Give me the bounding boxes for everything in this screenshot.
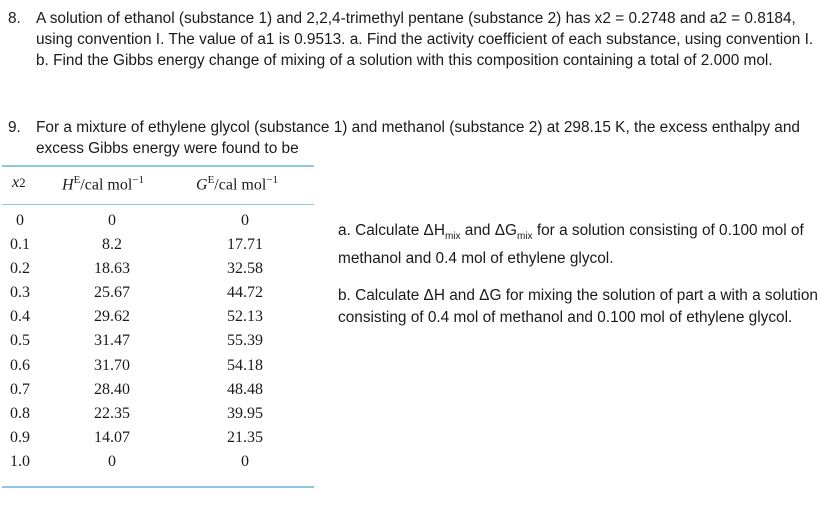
problem-8-number: 8. — [8, 10, 21, 27]
header-g-symbol: G — [196, 176, 208, 194]
header-h-symbol: H — [62, 176, 74, 194]
table-row — [0, 381, 318, 405]
table-row — [0, 405, 318, 429]
problem-9-text: For a mixture of ethylene glycol (substance 1) and methanol (substance 2) at 298.15 K, the excess enthalpy and excess Gibbs energy were found to be — [36, 119, 800, 157]
header-excess-gibbs — [196, 174, 278, 194]
problem-9 — [8, 117, 830, 159]
cell-x2: 0.5 — [10, 332, 30, 350]
header-g-superscript: E — [207, 174, 215, 186]
table-header-rule — [2, 204, 314, 205]
part-a-post: for a solution consisting of 0.100 mol of methanol and 0.4 mol of ethylene glycol. — [338, 222, 804, 267]
cell-excess-gibbs: 48.48 — [227, 380, 263, 398]
cell-x2: 1.0 — [10, 452, 30, 470]
part-a-sub-g: mix — [517, 231, 533, 243]
table-body — [0, 212, 318, 477]
cell-excess-gibbs: 54.18 — [227, 356, 263, 374]
part-a — [338, 220, 832, 269]
cell-excess-enthalpy: 25.67 — [94, 284, 130, 302]
cell-excess-enthalpy: 0 — [108, 452, 116, 470]
part-a-sub-h: mix — [444, 231, 461, 243]
table-row — [0, 236, 318, 260]
header-h-exponent: −1 — [132, 174, 144, 186]
table-row — [0, 453, 318, 477]
table-row — [0, 212, 318, 236]
cell-x2: 0.2 — [10, 260, 30, 278]
cell-excess-gibbs: 0 — [241, 452, 249, 470]
part-b-text: b. Calculate ΔH and ΔG for mixing the solution of part a with a solution consisting of 0.4 mol of methanol and 0.100 mol of ethylene glycol. — [338, 287, 818, 326]
cell-excess-gibbs: 44.72 — [227, 284, 263, 302]
header-x2-subscript: 2 — [19, 175, 26, 190]
table-top-rule — [2, 165, 314, 167]
table-row — [0, 429, 318, 453]
cell-excess-enthalpy: 31.70 — [94, 356, 130, 374]
cell-excess-enthalpy: 28.40 — [94, 380, 130, 398]
cell-excess-gibbs: 17.71 — [227, 236, 263, 254]
cell-x2: 0.3 — [10, 284, 30, 302]
cell-x2: 0.6 — [10, 356, 30, 374]
header-h-superscript: E — [73, 174, 81, 186]
cell-x2: 0 — [16, 212, 24, 229]
header-excess-enthalpy — [62, 174, 144, 194]
cell-x2: 0.4 — [10, 308, 30, 326]
cell-x2: 0.1 — [10, 236, 30, 254]
problem-8-text: A solution of ethanol (substance 1) and 2,2,4-trimethyl pentane (substance 2) has x2 = 0.2748 and a2 = 0.8184, using convention I. The value of a1 is 0.9513. a. Find the activity coefficient of each substance, using convention I. b. Find the Gibbs energy change of mixing of a solution with this composition containing a total of 2.000 mol. — [36, 10, 814, 69]
part-b — [338, 285, 832, 328]
cell-excess-enthalpy: 29.62 — [94, 308, 130, 326]
cell-x2: 0.8 — [10, 404, 30, 422]
part-a-pre: a. Calculate ΔH — [338, 222, 445, 239]
cell-excess-gibbs: 21.35 — [227, 428, 263, 446]
cell-excess-gibbs: 55.39 — [227, 332, 263, 350]
header-g-exponent: −1 — [266, 174, 278, 186]
cell-excess-enthalpy: 14.07 — [94, 428, 130, 446]
cell-excess-gibbs: 0 — [241, 212, 249, 229]
table-bottom-rule — [2, 486, 314, 488]
table-row — [0, 357, 318, 381]
cell-excess-gibbs: 32.58 — [227, 260, 263, 278]
table-row — [0, 260, 318, 284]
cell-x2: 0.7 — [10, 380, 30, 398]
header-g-unit: /cal mol — [214, 176, 267, 194]
header-x2-symbol: x — [12, 174, 20, 191]
cell-excess-gibbs: 52.13 — [227, 308, 263, 326]
cell-excess-enthalpy: 18.63 — [94, 260, 130, 278]
cell-excess-enthalpy: 8.2 — [102, 236, 122, 254]
problem-9-number: 9. — [8, 119, 21, 136]
table-row — [0, 308, 318, 332]
cell-excess-enthalpy: 31.47 — [94, 332, 130, 350]
cell-x2: 0.9 — [10, 428, 30, 446]
cell-excess-enthalpy: 0 — [108, 212, 116, 229]
header-h-unit: /cal mol — [80, 176, 133, 194]
header-x2 — [12, 174, 26, 192]
table-row — [0, 284, 318, 308]
problem-8 — [8, 8, 830, 71]
cell-excess-enthalpy: 22.35 — [94, 404, 130, 422]
table-row — [0, 332, 318, 356]
cell-excess-gibbs: 39.95 — [227, 404, 263, 422]
part-a-mid: and ΔG — [460, 222, 517, 239]
